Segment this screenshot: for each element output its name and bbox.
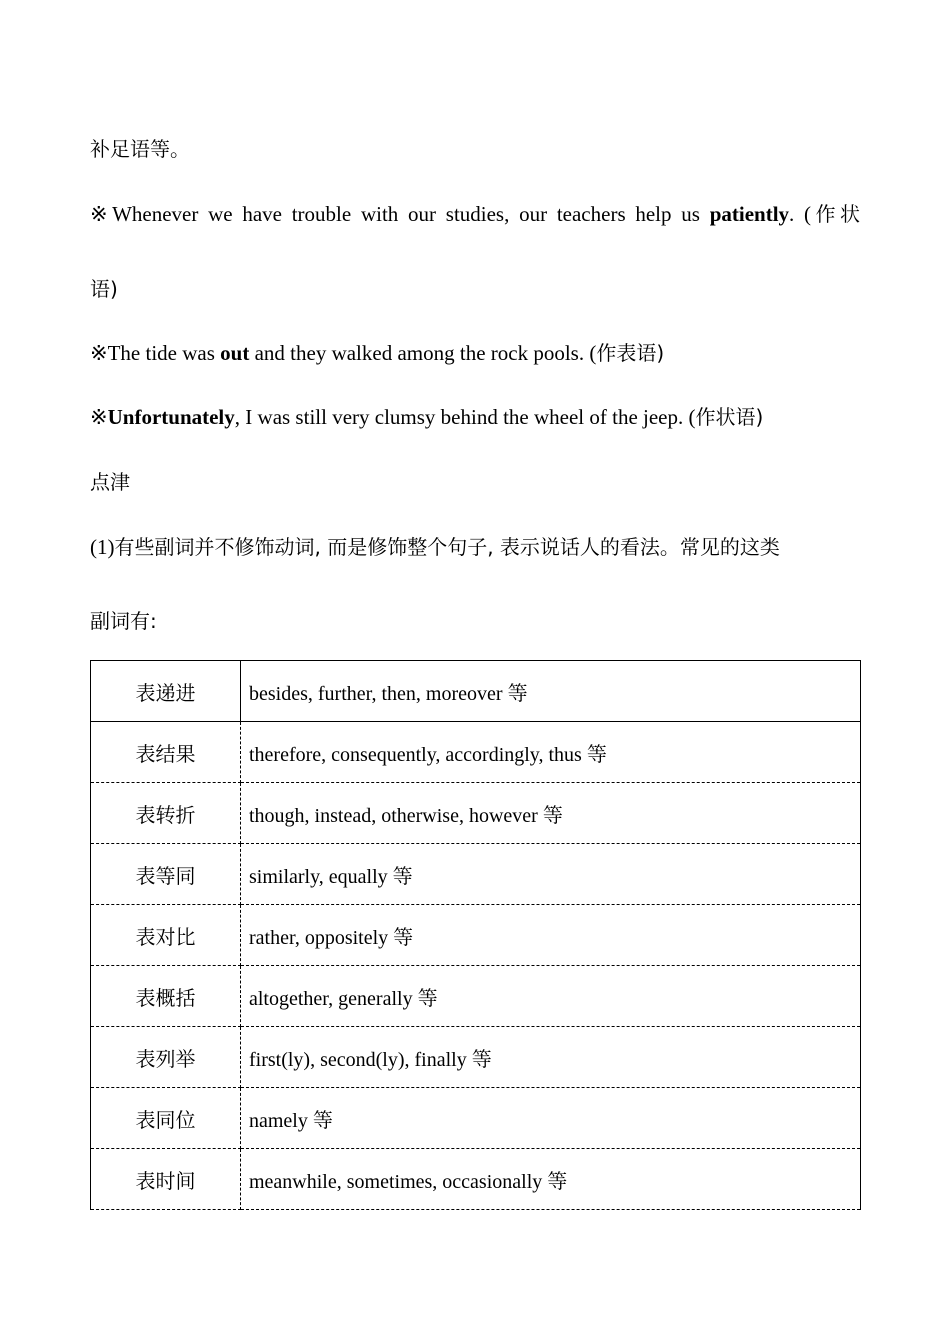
etc-suffix: 等 bbox=[586, 741, 607, 766]
table-row bbox=[91, 783, 861, 844]
category-cell: 表对比 bbox=[91, 905, 241, 966]
table-row bbox=[91, 905, 861, 966]
text-line-supplement bbox=[90, 134, 190, 164]
table-row bbox=[91, 661, 861, 722]
table-row bbox=[91, 1149, 861, 1210]
example-2-text: ※The tide was bbox=[90, 341, 221, 365]
category-cell: 表列举 bbox=[91, 1027, 241, 1088]
example-sentence-3 bbox=[90, 402, 763, 432]
example-2-keyword: out bbox=[220, 341, 250, 365]
example-1-note: 作状 bbox=[811, 202, 861, 226]
adverbs-text: rather, oppositely bbox=[249, 926, 394, 949]
adverbs-cell bbox=[241, 722, 861, 783]
etc-suffix: 等 bbox=[542, 802, 563, 827]
etc-suffix: 等 bbox=[547, 1168, 568, 1193]
etc-suffix: 等 bbox=[507, 680, 528, 705]
heading-text: 点津 bbox=[90, 470, 130, 494]
example-2-rest: and they walked among the rock pools. ( bbox=[249, 341, 597, 365]
text-supplement: 补足语等。 bbox=[90, 137, 190, 161]
example-1-punct: . ( bbox=[789, 202, 812, 226]
category-cell: 表同位 bbox=[91, 1088, 241, 1149]
adverbs-cell bbox=[241, 905, 861, 966]
adverb-table bbox=[90, 660, 861, 1210]
category-cell: 表概括 bbox=[91, 966, 241, 1027]
adverbs-text: though, instead, otherwise, however bbox=[249, 804, 543, 827]
adverbs-text: besides, further, then, moreover bbox=[249, 682, 508, 705]
adverbs-text: altogether, generally bbox=[249, 987, 418, 1010]
adverbs-text: therefore, consequently, accordingly, thus bbox=[249, 743, 587, 766]
example-2-note: 作表语) bbox=[596, 341, 665, 365]
paragraph-1-end: 副词有: bbox=[90, 609, 157, 633]
example-sentence-1 bbox=[90, 199, 860, 229]
paragraph-1-text: 有些副词并不修饰动词, 而是修饰整个句子, 表示说话人的看法。常见的这类 bbox=[114, 535, 780, 559]
example-1-note-end: 语) bbox=[90, 277, 118, 301]
example-sentence-1-cont bbox=[90, 274, 118, 304]
table-row bbox=[91, 966, 861, 1027]
adverbs-text: similarly, equally bbox=[249, 865, 393, 888]
adverbs-cell bbox=[241, 1149, 861, 1210]
adverbs-cell bbox=[241, 1027, 861, 1088]
example-3-mark: ※ bbox=[90, 405, 108, 429]
category-cell: 表时间 bbox=[91, 1149, 241, 1210]
adverbs-text: meanwhile, sometimes, occasionally bbox=[249, 1170, 548, 1193]
etc-suffix: 等 bbox=[312, 1107, 333, 1132]
table-row bbox=[91, 844, 861, 905]
paragraph-1-cont bbox=[90, 606, 157, 636]
category-cell: 表等同 bbox=[91, 844, 241, 905]
adverbs-text: namely bbox=[249, 1109, 313, 1132]
example-3-keyword: Unfortunately bbox=[107, 405, 235, 429]
example-3-note: 作状语) bbox=[695, 405, 764, 429]
table-row bbox=[91, 1027, 861, 1088]
example-sentence-2 bbox=[90, 338, 664, 368]
etc-suffix: 等 bbox=[393, 924, 414, 949]
category-cell: 表转折 bbox=[91, 783, 241, 844]
table-row bbox=[91, 722, 861, 783]
adverbs-cell bbox=[241, 661, 861, 722]
example-3-rest: , I was still very clumsy behind the wheel of the jeep. ( bbox=[234, 405, 696, 429]
etc-suffix: 等 bbox=[471, 1046, 492, 1071]
adverbs-cell bbox=[241, 844, 861, 905]
paragraph-1 bbox=[90, 532, 780, 562]
adverbs-cell bbox=[241, 966, 861, 1027]
category-cell: 表递进 bbox=[91, 661, 241, 722]
paragraph-1-number: (1) bbox=[90, 535, 115, 559]
adverbs-text: first(ly), second(ly), finally bbox=[249, 1048, 472, 1071]
table-row bbox=[91, 1088, 861, 1149]
example-1-keyword: patiently bbox=[709, 202, 790, 226]
etc-suffix: 等 bbox=[392, 863, 413, 888]
adverbs-cell bbox=[241, 1088, 861, 1149]
adverbs-cell bbox=[241, 783, 861, 844]
etc-suffix: 等 bbox=[417, 985, 438, 1010]
example-1-text: ※Whenever we have trouble with our studies, our teachers help us bbox=[90, 202, 710, 226]
section-heading bbox=[90, 467, 130, 497]
category-cell: 表结果 bbox=[91, 722, 241, 783]
